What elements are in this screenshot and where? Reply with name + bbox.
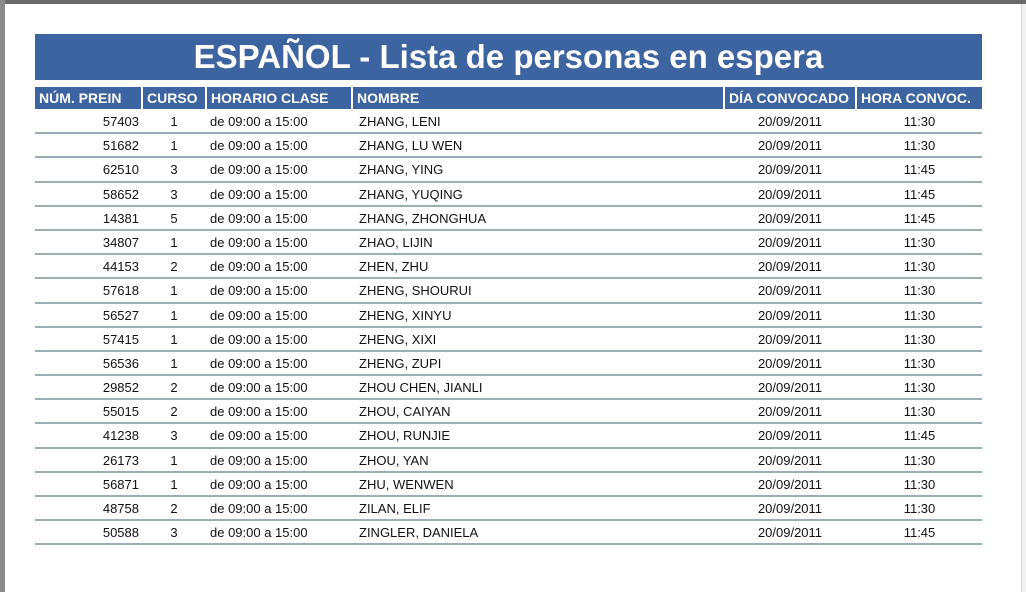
table-row [35, 110, 982, 134]
cell-num-prein: 14381 [102, 210, 139, 226]
cell-hora-convoc: 11:30 [903, 114, 936, 129]
cell-hora-convoc: 11:45 [903, 162, 936, 178]
cell-dia-convocado: 20/09/2011 [757, 355, 823, 371]
waiting-list-table [35, 110, 982, 545]
cell-horario: de 09:00 a 15:00 [210, 331, 308, 347]
cell-dia-convocado: 20/09/2011 [757, 452, 823, 468]
column-header-num-prein: NÚM. PREIN [35, 87, 141, 109]
cell-hora-convoc: 11:30 [903, 501, 936, 516]
cell-num-prein: 57403 [102, 114, 139, 129]
cell-dia-convocado: 20/09/2011 [757, 114, 823, 129]
cell-num-prein: 41238 [102, 428, 139, 444]
cell-nombre: ZHENG, ZUPI [359, 355, 442, 371]
cell-nombre: ZHOU, CAIYAN [359, 404, 451, 420]
table-row [35, 328, 982, 352]
cell-hora-convoc: 11:30 [903, 283, 936, 299]
table-row [35, 231, 982, 255]
cell-nombre: ZHANG, YING [359, 162, 444, 178]
cell-curso: 3 [170, 186, 178, 202]
cell-curso: 3 [170, 162, 178, 178]
table-row [35, 376, 982, 400]
table-row [35, 424, 982, 448]
cell-curso: 1 [170, 283, 178, 299]
cell-hora-convoc: 11:30 [903, 476, 936, 492]
cell-dia-convocado: 20/09/2011 [757, 138, 823, 154]
cell-horario: de 09:00 a 15:00 [210, 355, 308, 371]
table-header [35, 87, 982, 109]
table-row [35, 497, 982, 521]
cell-curso: 5 [170, 210, 178, 226]
cell-nombre: ZHOU, RUNJIE [359, 428, 450, 444]
table-row [35, 473, 982, 497]
table-row [35, 158, 982, 182]
cell-dia-convocado: 20/09/2011 [757, 234, 823, 250]
cell-hora-convoc: 11:30 [903, 138, 936, 154]
table-row [35, 400, 982, 424]
cell-horario: de 09:00 a 15:00 [210, 380, 308, 396]
cell-num-prein: 57415 [102, 331, 139, 347]
cell-horario: de 09:00 a 15:00 [210, 307, 308, 323]
cell-horario: de 09:00 a 15:00 [210, 501, 308, 516]
cell-horario: de 09:00 a 15:00 [210, 210, 308, 226]
cell-curso: 1 [170, 234, 178, 250]
column-header-nombre: NOMBRE [353, 87, 723, 109]
page-title: ESPAÑOL - Lista de personas en espera [35, 34, 982, 80]
cell-nombre: ZHENG, SHOURUI [359, 283, 472, 299]
cell-curso: 3 [170, 525, 178, 541]
cell-curso: 1 [170, 452, 178, 468]
table-row [35, 183, 982, 207]
cell-dia-convocado: 20/09/2011 [757, 380, 823, 396]
cell-num-prein: 56536 [102, 355, 139, 371]
cell-horario: de 09:00 a 15:00 [210, 138, 308, 154]
cell-horario: de 09:00 a 15:00 [210, 162, 308, 178]
cell-hora-convoc: 11:30 [903, 452, 936, 468]
cell-hora-convoc: 11:30 [903, 355, 936, 371]
cell-num-prein: 34807 [102, 234, 139, 250]
cell-nombre: ZHANG, ZHONGHUA [359, 210, 487, 226]
cell-dia-convocado: 20/09/2011 [757, 307, 823, 323]
cell-num-prein: 57618 [102, 283, 139, 299]
cell-hora-convoc: 11:30 [903, 259, 936, 275]
cell-nombre: ZINGLER, DANIELA [359, 525, 479, 541]
cell-dia-convocado: 20/09/2011 [757, 210, 823, 226]
cell-hora-convoc: 11:45 [903, 428, 936, 444]
cell-horario: de 09:00 a 15:00 [210, 428, 308, 444]
cell-num-prein: 56527 [102, 307, 139, 323]
cell-nombre: ZHOU, YAN [359, 452, 429, 468]
viewer-top-edge [0, 0, 1026, 4]
cell-curso: 2 [170, 501, 178, 516]
column-header-horario: HORARIO CLASE [207, 87, 351, 109]
cell-dia-convocado: 20/09/2011 [757, 476, 823, 492]
table-row [35, 279, 982, 303]
page-right-edge [1021, 4, 1026, 592]
cell-curso: 1 [170, 331, 178, 347]
cell-num-prein: 51682 [102, 138, 139, 154]
cell-curso: 2 [170, 259, 178, 275]
table-row [35, 255, 982, 279]
cell-hora-convoc: 11:30 [903, 307, 936, 323]
cell-curso: 1 [170, 114, 178, 129]
cell-hora-convoc: 11:30 [903, 380, 936, 396]
cell-dia-convocado: 20/09/2011 [757, 186, 823, 202]
cell-hora-convoc: 11:45 [903, 210, 936, 226]
cell-curso: 2 [170, 404, 178, 420]
column-header-dia-convocado: DÍA CONVOCADO [725, 87, 855, 109]
cell-horario: de 09:00 a 15:00 [210, 476, 308, 492]
cell-num-prein: 29852 [102, 380, 139, 396]
cell-hora-convoc: 11:30 [903, 234, 936, 250]
cell-horario: de 09:00 a 15:00 [210, 259, 308, 275]
cell-nombre: ZHANG, LENI [359, 114, 441, 129]
cell-curso: 1 [170, 307, 178, 323]
cell-dia-convocado: 20/09/2011 [757, 404, 823, 420]
table-row [35, 207, 982, 231]
cell-nombre: ZHOU CHEN, JIANLI [359, 380, 483, 396]
cell-nombre: ZHANG, LU WEN [359, 138, 463, 154]
cell-horario: de 09:00 a 15:00 [210, 283, 308, 299]
table-row [35, 134, 982, 158]
cell-dia-convocado: 20/09/2011 [757, 259, 823, 275]
cell-nombre: ZHEN, ZHU [359, 259, 429, 275]
cell-hora-convoc: 11:30 [903, 404, 936, 420]
cell-nombre: ZHANG, YUQING [359, 186, 463, 202]
cell-horario: de 09:00 a 15:00 [210, 452, 308, 468]
cell-dia-convocado: 20/09/2011 [757, 331, 823, 347]
cell-num-prein: 58652 [102, 186, 139, 202]
cell-nombre: ZHAO, LIJIN [359, 234, 433, 250]
column-header-hora-convoc: HORA CONVOC. [857, 87, 982, 109]
cell-dia-convocado: 20/09/2011 [757, 162, 823, 178]
cell-dia-convocado: 20/09/2011 [757, 283, 823, 299]
table-row [35, 521, 982, 545]
cell-num-prein: 44153 [102, 259, 139, 275]
cell-num-prein: 56871 [102, 476, 139, 492]
cell-num-prein: 50588 [102, 525, 139, 541]
cell-dia-convocado: 20/09/2011 [757, 428, 823, 444]
cell-nombre: ZHU, WENWEN [359, 476, 454, 492]
cell-curso: 3 [170, 428, 178, 444]
cell-curso: 1 [170, 476, 178, 492]
table-row [35, 352, 982, 376]
cell-horario: de 09:00 a 15:00 [210, 404, 308, 420]
table-row [35, 449, 982, 473]
cell-hora-convoc: 11:45 [903, 525, 936, 541]
cell-dia-convocado: 20/09/2011 [757, 525, 823, 541]
viewer-left-edge [0, 0, 5, 592]
cell-dia-convocado: 20/09/2011 [757, 501, 823, 516]
column-header-curso: CURSO [143, 87, 205, 109]
table-row [35, 304, 982, 328]
cell-num-prein: 48758 [102, 501, 139, 516]
cell-horario: de 09:00 a 15:00 [210, 186, 308, 202]
cell-curso: 1 [170, 138, 178, 154]
cell-hora-convoc: 11:45 [903, 186, 936, 202]
cell-horario: de 09:00 a 15:00 [210, 525, 308, 541]
cell-num-prein: 55015 [102, 404, 139, 420]
cell-num-prein: 26173 [102, 452, 139, 468]
cell-nombre: ZILAN, ELIF [359, 501, 431, 516]
cell-curso: 1 [170, 355, 178, 371]
cell-hora-convoc: 11:30 [903, 331, 936, 347]
cell-num-prein: 62510 [102, 162, 139, 178]
cell-nombre: ZHENG, XINYU [359, 307, 452, 323]
cell-curso: 2 [170, 380, 178, 396]
cell-horario: de 09:00 a 15:00 [210, 234, 308, 250]
cell-nombre: ZHENG, XIXI [359, 331, 437, 347]
cell-horario: de 09:00 a 15:00 [210, 114, 308, 129]
